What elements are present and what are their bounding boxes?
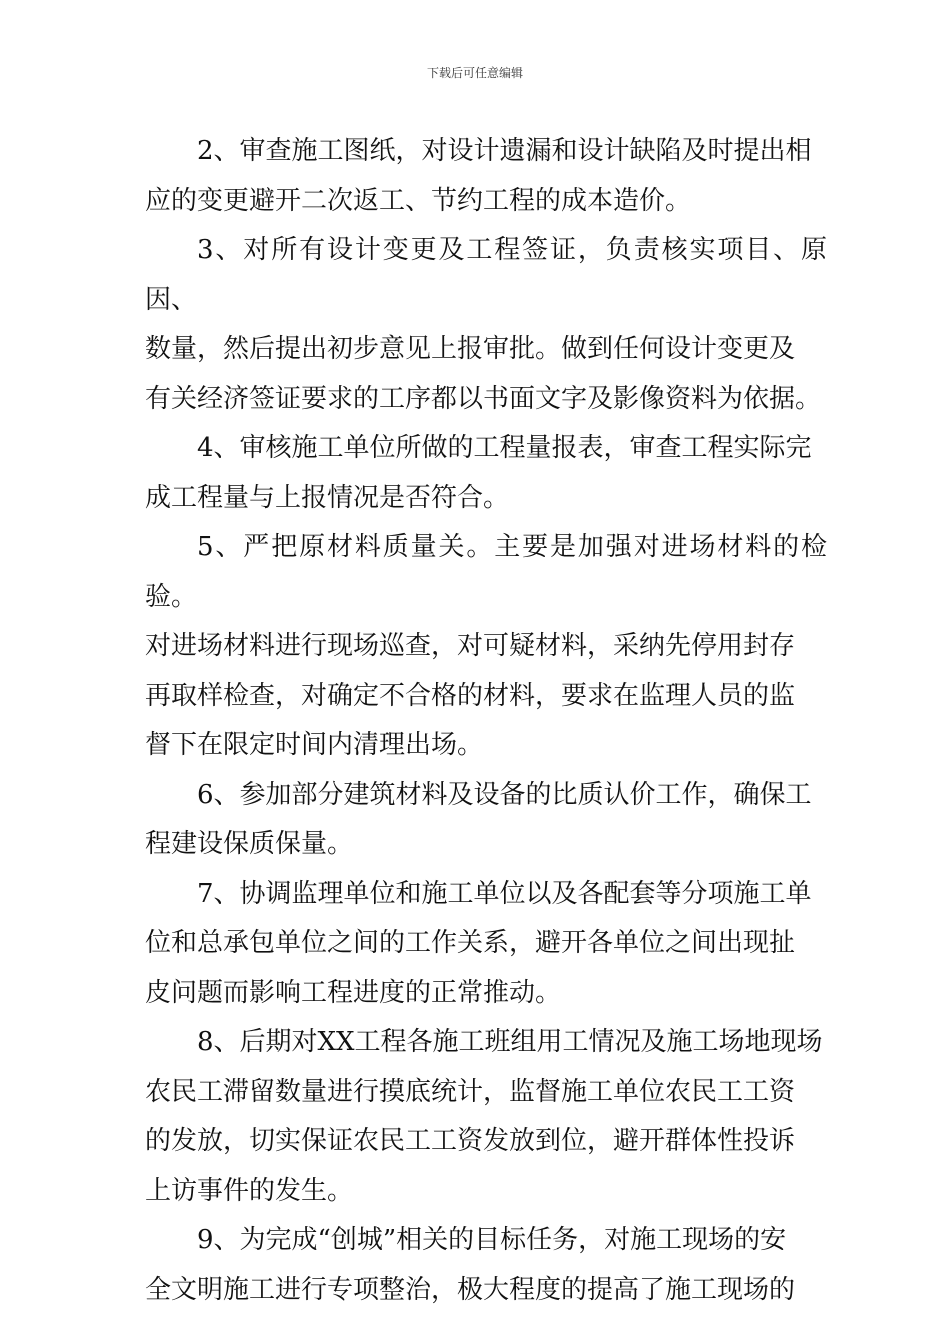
paragraph-2 (145, 127, 827, 226)
paragraph-line: 数量，然后提出初步意见上报审批。做到任何设计变更及 (145, 334, 796, 364)
paragraph-4 (145, 424, 827, 523)
paragraph-line: 7、协调监理单位和施工单位以及各配套等分项施工单 (197, 878, 812, 909)
paragraph-line: 4、审核施工单位所做的工程量报表，审查工程实际完 (197, 433, 812, 463)
paragraph-9 (145, 1216, 827, 1315)
paragraph-line: 的发放，切实保证农民工工资发放到位，避开群体性投诉 (145, 1126, 796, 1156)
paragraph-line: 有关经济签证要求的工序都以书面文字及影像资料为依据。 (145, 383, 822, 414)
paragraph-7 (145, 870, 827, 1019)
paragraph-line: 3、对所有设计变更及工程签证，负责核实项目、原因、 (145, 235, 827, 315)
paragraph-line: 应的变更避开二次返工、节约工程的成本造价。 (145, 185, 692, 216)
paragraph-3 (145, 226, 827, 424)
paragraph-line: 农民工滞留数量进行摸底统计，监督施工单位农民工工资 (145, 1076, 796, 1107)
paragraph-6 (145, 771, 827, 870)
document-body (145, 127, 827, 1315)
paragraph-line: 8、后期对XX工程各施工班组用工情况及施工场地现场 (197, 1027, 823, 1057)
paragraph-line: 上访事件的发生。 (145, 1175, 354, 1206)
paragraph-line: 程建设保质保量。 (145, 829, 354, 859)
paragraph-line: 2、审查施工图纸，对设计遗漏和设计缺陷及时提出相 (197, 136, 812, 166)
paragraph-line: 9、为完成“创城”相关的目标任务，对施工现场的安 (197, 1225, 787, 1255)
paragraph-5 (145, 523, 827, 771)
paragraph-line: 6、参加部分建筑材料及设备的比质认价工作，确保工 (197, 779, 812, 810)
page-header: 下载后可任意编辑 (426, 66, 523, 80)
paragraph-line: 对进场材料进行现场巡查，对可疑材料，采纳先停用封存 (145, 631, 796, 661)
paragraph-line: 成工程量与上报情况是否符合。 (145, 482, 510, 513)
paragraph-line: 督下在限定时间内清理出场。 (145, 730, 484, 760)
paragraph-line: 再取样检查，对确定不合格的材料，要求在监理人员的监 (145, 680, 796, 711)
paragraph-line: 皮问题而影响工程进度的正常推动。 (145, 977, 562, 1008)
paragraph-8 (145, 1018, 827, 1216)
paragraph-line: 位和总承包单位之间的工作关系，避开各单位之间出现扯 (145, 928, 796, 958)
paragraph-line: 全文明施工进行专项整治，极大程度的提高了施工现场的 (145, 1274, 796, 1305)
paragraph-line: 5、严把原材料质量关。主要是加强对进场材料的检验。 (145, 532, 827, 612)
